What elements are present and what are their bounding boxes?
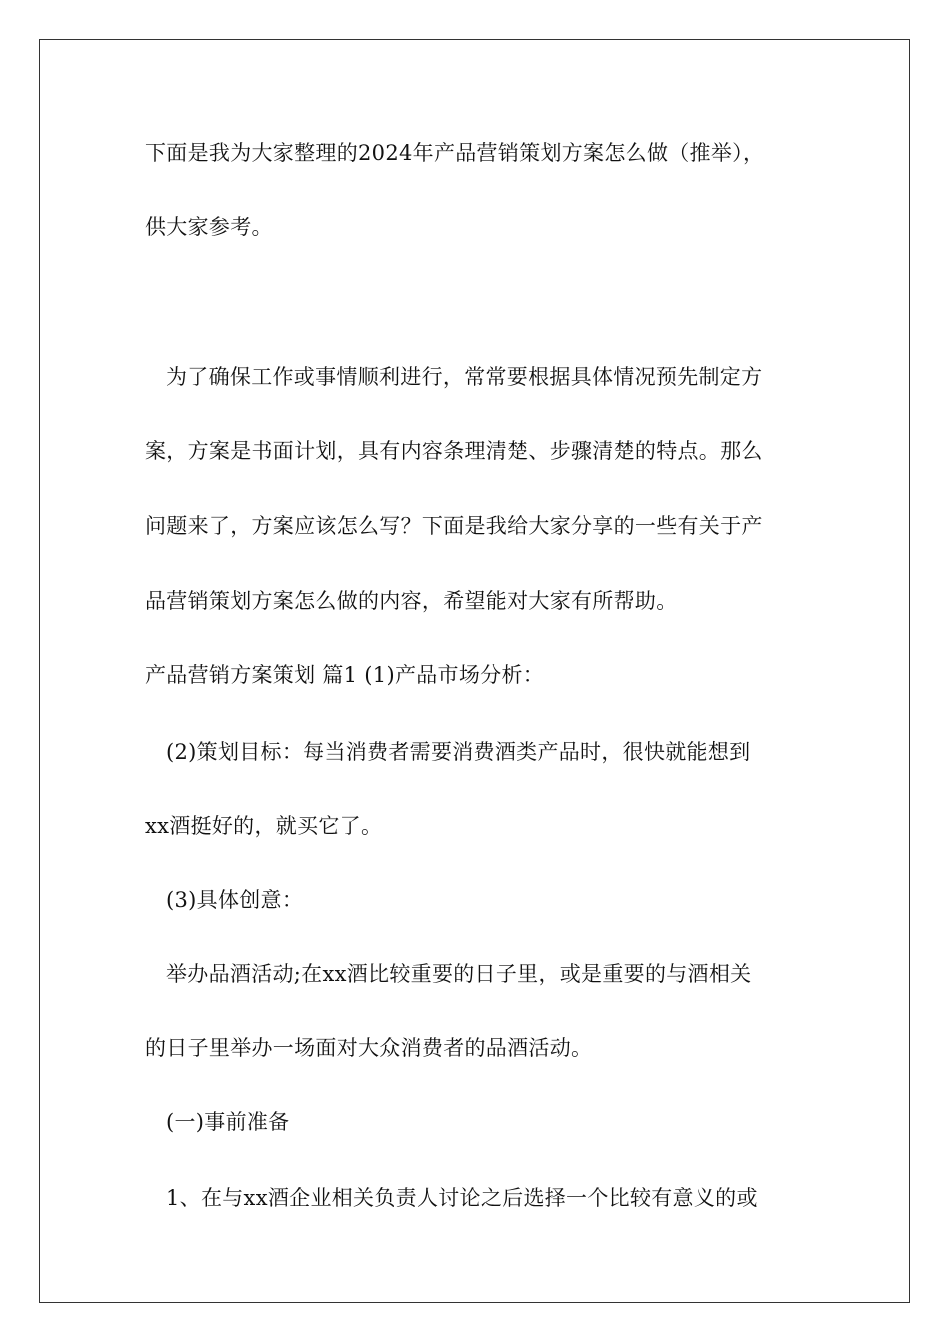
text-line-11: 举办品酒活动;在xx酒比较重要的日子里，或是重要的与酒相关 xyxy=(166,962,752,986)
text-line-14: 1、在与xx酒企业相关负责人讨论之后选择一个比较有意义的或 xyxy=(166,1186,758,1210)
text-line-5: 问题来了，方案应该怎么写？下面是我给大家分享的一些有关于产 xyxy=(145,514,763,538)
text-line-6: 品营销策划方案怎么做的内容，希望能对大家有所帮助。 xyxy=(145,589,678,613)
text-line-2: 供大家参考。 xyxy=(145,215,273,239)
section-heading: 产品营销方案策划 篇1 (1)产品市场分析： xyxy=(145,663,545,687)
text-line-13: (一)事前准备 xyxy=(166,1110,290,1134)
text-line-8: (2)策划目标：每当消费者需要消费酒类产品时，很快就能想到 xyxy=(166,740,751,764)
text-line-10: (3)具体创意： xyxy=(166,888,304,912)
text-line-4: 案，方案是书面计划，具有内容条理清楚、步骤清楚的特点。那么 xyxy=(145,439,763,463)
text-line-3: 为了确保工作或事情顺利进行，常常要根据具体情况预先制定方 xyxy=(166,365,763,389)
text-line-1: 下面是我为大家整理的2024年产品营销策划方案怎么做（推举）， xyxy=(145,141,765,165)
text-line-12: 的日子里举办一场面对大众消费者的品酒活动。 xyxy=(145,1036,593,1060)
text-line-9: xx酒挺好的，就买它了。 xyxy=(145,814,383,838)
